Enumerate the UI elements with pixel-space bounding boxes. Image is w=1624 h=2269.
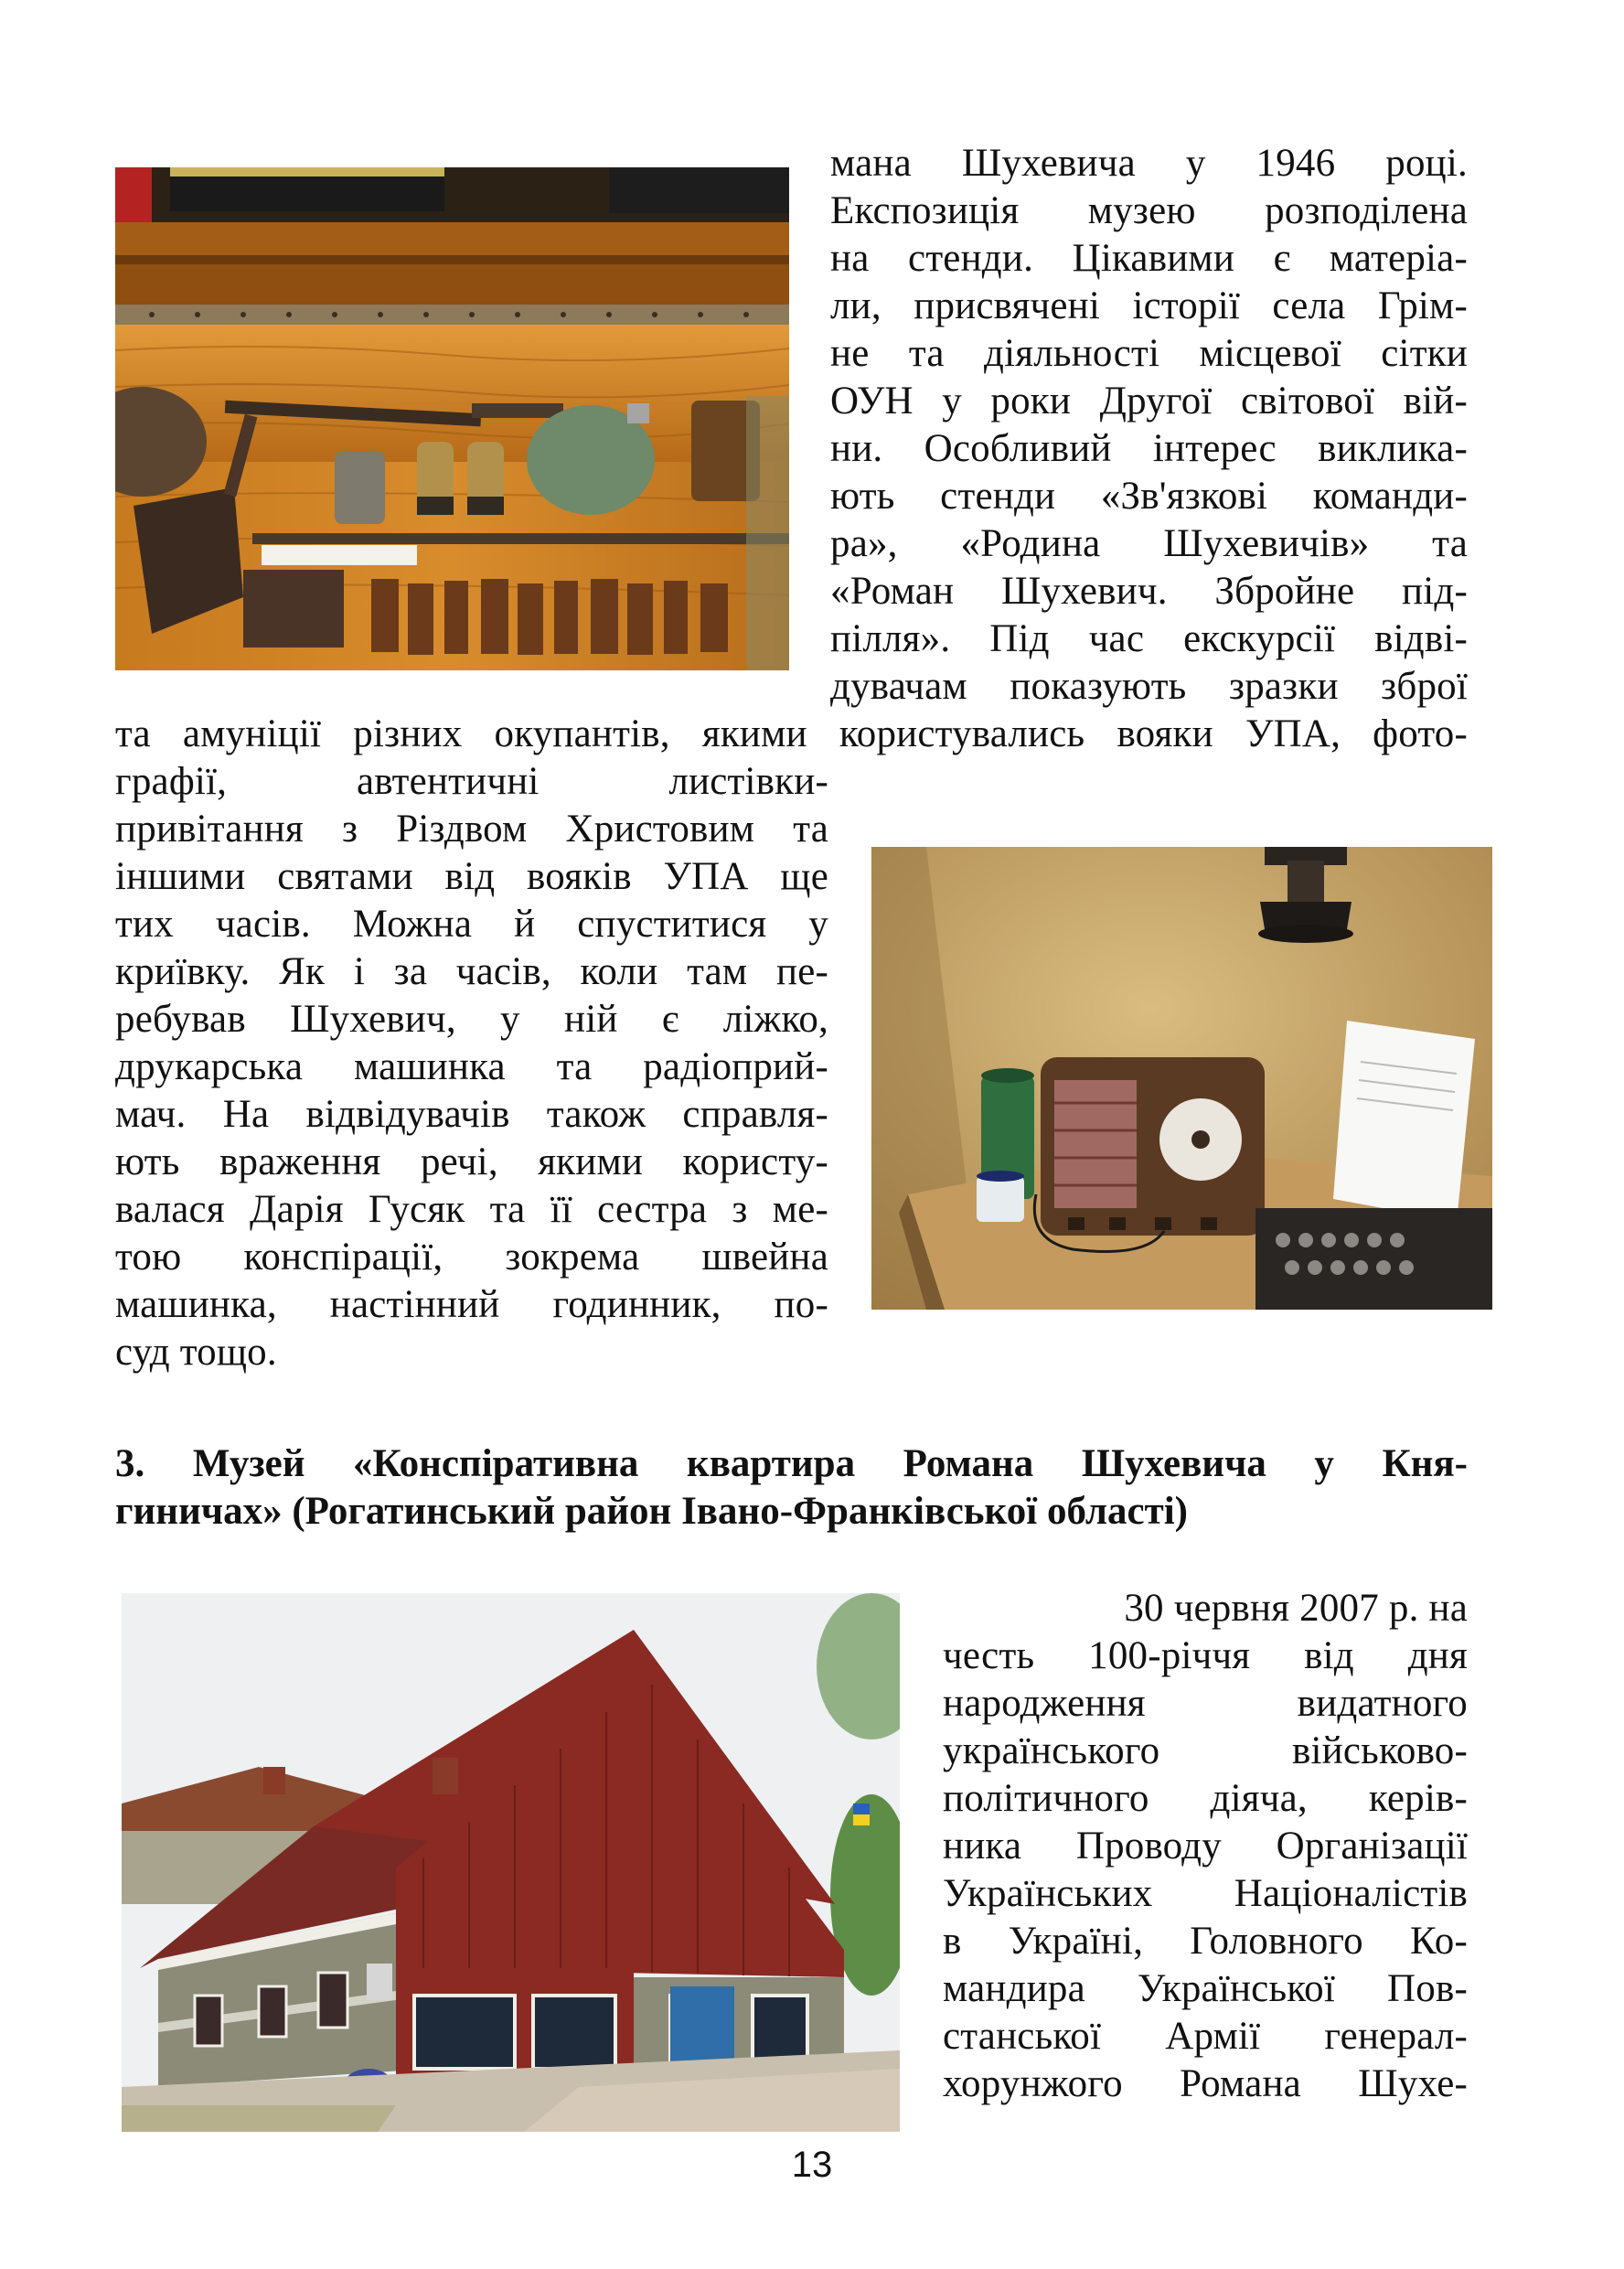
text-line: «Роман Шухевич. Збройне під- bbox=[830, 570, 1468, 613]
text-line: не та діяльності місцевої сітки bbox=[830, 332, 1468, 375]
text-line: на стенди. Цікавими є матеріа- bbox=[830, 237, 1468, 280]
text-line: мана Шухевича у 1946 році. bbox=[830, 142, 1468, 185]
text-line: Українських Націоналістів bbox=[943, 1872, 1468, 1915]
text-line: ОУН у роки Другої світової вій- bbox=[830, 380, 1468, 423]
text-line: мач. На відвідувачів також справля- bbox=[115, 1093, 828, 1136]
text-line: народження видатного bbox=[943, 1682, 1468, 1725]
text-line: ють стенди «Зв'язкові команди- bbox=[830, 475, 1468, 518]
text-line: станської Армії генерал- bbox=[943, 2015, 1468, 2058]
text-line: ника Проводу Організації bbox=[943, 1825, 1468, 1868]
text-line: політичного діяча, керів- bbox=[943, 1777, 1468, 1820]
text-line-last: суд тощо. bbox=[115, 1331, 277, 1374]
photo-display-case bbox=[115, 167, 789, 670]
text-line: валася Дарія Гусяк та її сестра з ме- bbox=[115, 1188, 828, 1231]
text-line: ють враження речі, якими користу- bbox=[115, 1140, 828, 1183]
text-line: ли, присвячені історії села Грім- bbox=[830, 284, 1468, 327]
text-line: ни. Особливий інтерес виклика- bbox=[830, 427, 1468, 470]
text-line: ра», «Родина Шухевичів» та bbox=[830, 522, 1468, 565]
text-line: пілля». Під час екскурсії відві- bbox=[830, 617, 1468, 660]
text-line: в Україні, Головного Ко- bbox=[943, 1920, 1468, 1963]
photo-museum-house bbox=[122, 1593, 900, 2132]
text-line: друкарська машинка та радіоприй- bbox=[115, 1045, 828, 1088]
section-heading-line: 3. Музей «Конспіративна квартира Романа Шухевича у Кня- bbox=[115, 1442, 1468, 1485]
text-line: криївку. Як і за часів, коли там пе- bbox=[115, 950, 828, 993]
text-line: ребував Шухевич, у ній є ліжко, bbox=[115, 998, 828, 1041]
text-line: українського військово- bbox=[943, 1729, 1468, 1772]
text-line: привітання з Різдвом Христовим та bbox=[115, 808, 828, 851]
section-heading-line: гиничах» (Рогатинський район Івано-Франківської області) bbox=[115, 1490, 1188, 1533]
text-line: хорунжого Романа Шухе- bbox=[943, 2062, 1468, 2105]
text-line: машинка, настінний годинник, по- bbox=[115, 1283, 828, 1326]
text-line: 30 червня 2007 р. на bbox=[1124, 1587, 1468, 1630]
text-line-full: та амуніції різних окупантів, якими користувались вояки УПА, фото- bbox=[115, 712, 1468, 755]
photo-bunker-radio bbox=[871, 847, 1492, 1310]
bunker-image bbox=[871, 847, 1492, 1310]
text-line: іншими святами від вояків УПА ще bbox=[115, 855, 828, 898]
page-number: 13 bbox=[791, 2145, 833, 2185]
text-line: графії, автентичні листівки- bbox=[115, 760, 828, 803]
text-line-first bbox=[943, 1585, 1468, 1632]
text-line: мандира Української Пов- bbox=[943, 1967, 1468, 2010]
text-line: честь 100-річчя від дня bbox=[943, 1634, 1468, 1677]
text-line: тих часів. Можна й спуститися у bbox=[115, 903, 828, 946]
museum-house-image bbox=[122, 1593, 900, 2132]
text-line: тою конспірації, зокрема швейна bbox=[115, 1236, 828, 1279]
display-case-image bbox=[115, 167, 789, 670]
text-line: Експозиція музею розподілена bbox=[830, 189, 1468, 232]
text-line: дувачам показують зразки зброї bbox=[830, 665, 1468, 708]
